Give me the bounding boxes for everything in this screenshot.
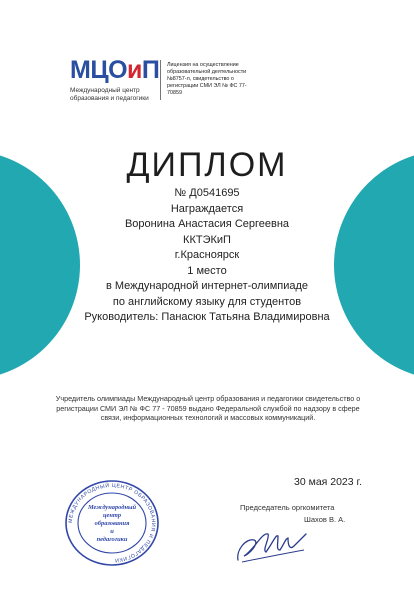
logo-text-3: П	[141, 56, 160, 84]
awarded-label: Награждается	[170, 202, 244, 215]
supervisor: Руководитель: Панасюк Татьяна Владимировна	[84, 311, 330, 323]
stamp-line-2: центр	[102, 512, 122, 519]
chair-name: Шахов В. А.	[304, 515, 346, 524]
diploma-title: ДИПЛОМ	[126, 146, 288, 184]
license-text: Лицензия на осуществление образовательной деятельности №8757-л, свидетельство о регистрации СМИ ЭЛ № ФС 77-70859	[167, 62, 247, 96]
organization-stamp	[62, 478, 162, 568]
signature	[232, 520, 312, 568]
logo-text-1: МЦО	[70, 56, 128, 84]
logo-block	[70, 56, 160, 103]
stamp-ring-text: МЕЖДУНАРОДНЫЙ ЦЕНТР ОБРАЗОВАНИЯ И ПЕДАГОГИКИ	[67, 482, 157, 563]
event-line-1: в Международной интернет-олимпиаде	[105, 280, 309, 292]
founder-note: Учредитель олимпиады Международный центр образования и педагогики свидетельство о регистрации СМИ ЭЛ № ФС 77 - 70859 выдано Федеральной службой по надзору в сфере связи, информационных технологий и массовых коммуникаций.	[55, 394, 361, 422]
recipient-org: ККТЭКиП	[183, 233, 231, 246]
recipient-city: г.Красноярск	[174, 249, 240, 261]
stamp-line-1: Международный	[87, 504, 137, 511]
logo	[70, 56, 160, 84]
logo-subtitle: Международный центр образования и педагогики	[70, 87, 149, 102]
header-divider	[160, 60, 161, 100]
header	[70, 58, 257, 103]
issue-date: 30 мая 2023 г.	[294, 476, 362, 488]
logo-text-2: и	[127, 56, 142, 84]
event-line-2: по английскому языку для студентов	[112, 295, 302, 308]
stamp-line-4: и	[110, 528, 114, 535]
recipient-name: Воронина Анастасия Сергеевна	[124, 218, 290, 230]
stamp-line-3: образования	[94, 520, 130, 527]
diploma-number: № Д0541695	[174, 187, 240, 199]
chair-title: Председатель оргкомитета	[240, 503, 335, 512]
stamp-line-5: педагогики	[96, 536, 128, 543]
award-place: 1 место	[187, 264, 227, 277]
diploma-body	[0, 186, 414, 326]
